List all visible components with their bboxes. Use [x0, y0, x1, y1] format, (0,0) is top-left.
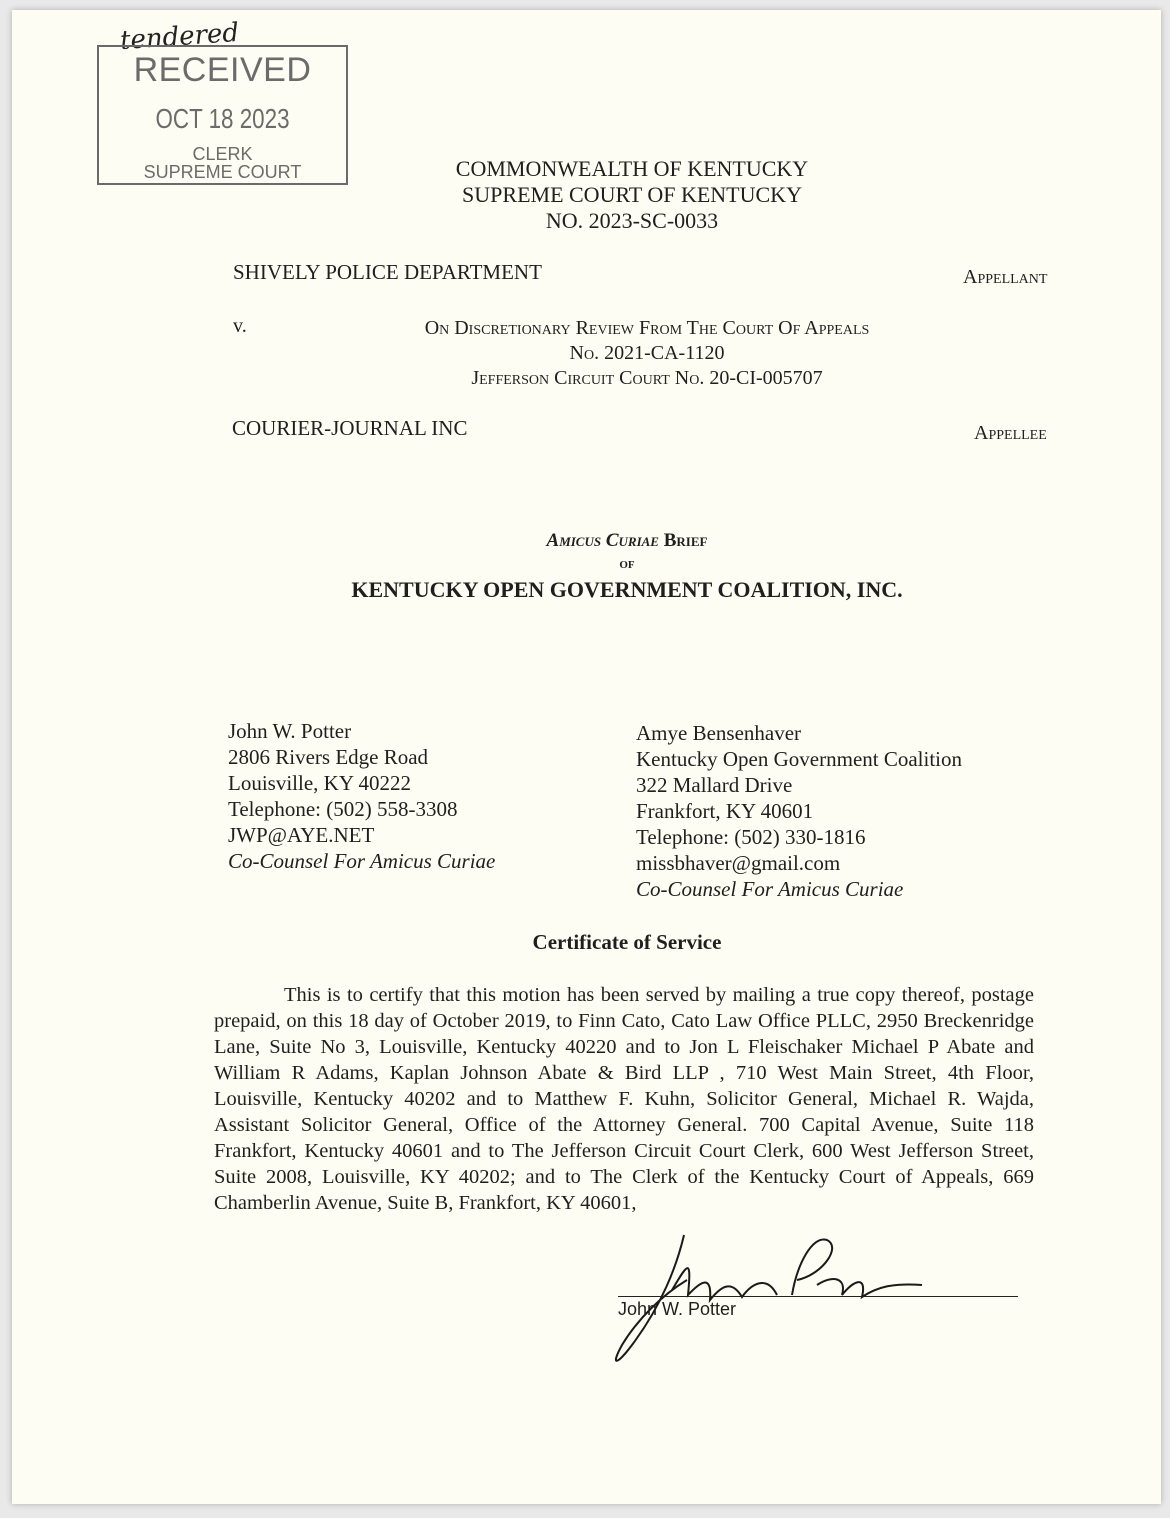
counsel-right-org: Kentucky Open Government Coalition — [636, 747, 963, 771]
court-header — [432, 156, 832, 234]
stamp-clerk — [99, 145, 346, 181]
counsel-right-address1: 322 Mallard Drive — [636, 773, 793, 797]
certificate-title: Certificate of Service — [532, 930, 722, 954]
appellee-role: Appellee — [974, 422, 1047, 444]
stamp-clerk-line1: CLERK — [192, 144, 253, 164]
counsel-left-address2: Louisville, KY 40222 — [228, 771, 411, 795]
appellant-name: SHIVELY POLICE DEPARTMENT — [233, 260, 542, 284]
received-stamp — [97, 45, 348, 185]
counsel-left-role: Co-Counsel For Amicus Curiae — [228, 849, 496, 873]
brief-title — [112, 530, 1142, 603]
document-page — [12, 10, 1161, 1504]
signature-line — [618, 1296, 1018, 1297]
appellee-name: COURIER-JOURNAL INC — [232, 416, 468, 440]
counsel-right-address2: Frankfort, KY 40601 — [636, 799, 814, 823]
counsel-left-address1: 2806 Rivers Edge Road — [228, 745, 429, 769]
certificate-body: This is to certify that this motion has been served by mailing a true copy thereof, postage prepaid, on this 18 day of October 2019, to Finn Cato, Cato Law Office PLLC, 2950 Breckenridge Lane, Suite No 3, Louisville, Kentucky 40220 and to Jon L Fleischaker Michael P Abate and William R Adams, Kaplan Johnson Abate & Bird LLP , 710 West Main Street, 4th Floor, Louisville, Kentucky 40202 and to Matthew F. Kuhn, Solicitor General, Michael R. Wajda, Assistant Solicitor General, Office of the Attorney General. 700 Capital Avenue, Suite 118 Frankfort, Kentucky 40601 and to The Jefferson Circuit Court Clerk, 600 West Jefferson Street, Suite 2008, Louisville, KY 40202; and to The Clerk of the Kentucky Court of Appeals, 669 Chamberlin Avenue, Suite B, Frankfort, KY 40601, — [214, 984, 1034, 1214]
brief-title-italic: Amicus Curiae — [546, 530, 659, 551]
versus: v. — [233, 315, 247, 337]
stamp-clerk-line2: SUPREME COURT — [143, 162, 302, 182]
brief-title-rest: Brief — [658, 530, 708, 551]
appellant-role: Appellant — [963, 266, 1048, 288]
counsel-right-role: Co-Counsel For Amicus Curiae — [636, 877, 904, 901]
brief-title-line — [112, 530, 1142, 552]
handwritten-note: tendered — [119, 17, 240, 57]
review-block — [352, 316, 942, 391]
header-commonwealth: COMMONWEALTH OF KENTUCKY — [455, 156, 809, 181]
review-line3: Jefferson Circuit Court No. 20-CI-005707 — [471, 367, 823, 389]
signature-name: John W. Potter — [618, 1299, 737, 1319]
stamp-date: OCT 18 2023 — [155, 103, 290, 134]
counsel-right-email: missbhaver@gmail.com — [636, 851, 841, 875]
counsel-left-phone: Telephone: (502) 558-3308 — [228, 797, 458, 821]
review-line2: No. 2021-CA-1120 — [569, 342, 725, 364]
brief-organization: KENTUCKY OPEN GOVERNMENT COALITION, INC. — [351, 577, 903, 602]
stamp-received-text: RECEIVED — [133, 51, 312, 89]
counsel-left — [228, 718, 495, 874]
counsel-left-email: JWP@AYE.NET — [228, 823, 375, 847]
header-case-number: NO. 2023-SC-0033 — [545, 208, 719, 233]
counsel-left-name: John W. Potter — [228, 719, 352, 743]
brief-of: of — [619, 556, 635, 572]
header-supreme-court: SUPREME COURT OF KENTUCKY — [462, 182, 802, 207]
counsel-right-phone: Telephone: (502) 330-1816 — [636, 825, 866, 849]
counsel-right — [636, 720, 962, 902]
counsel-right-name: Amye Bensenhaver — [636, 721, 802, 745]
review-line1: On Discretionary Review From The Court Of Appeals — [424, 317, 870, 339]
